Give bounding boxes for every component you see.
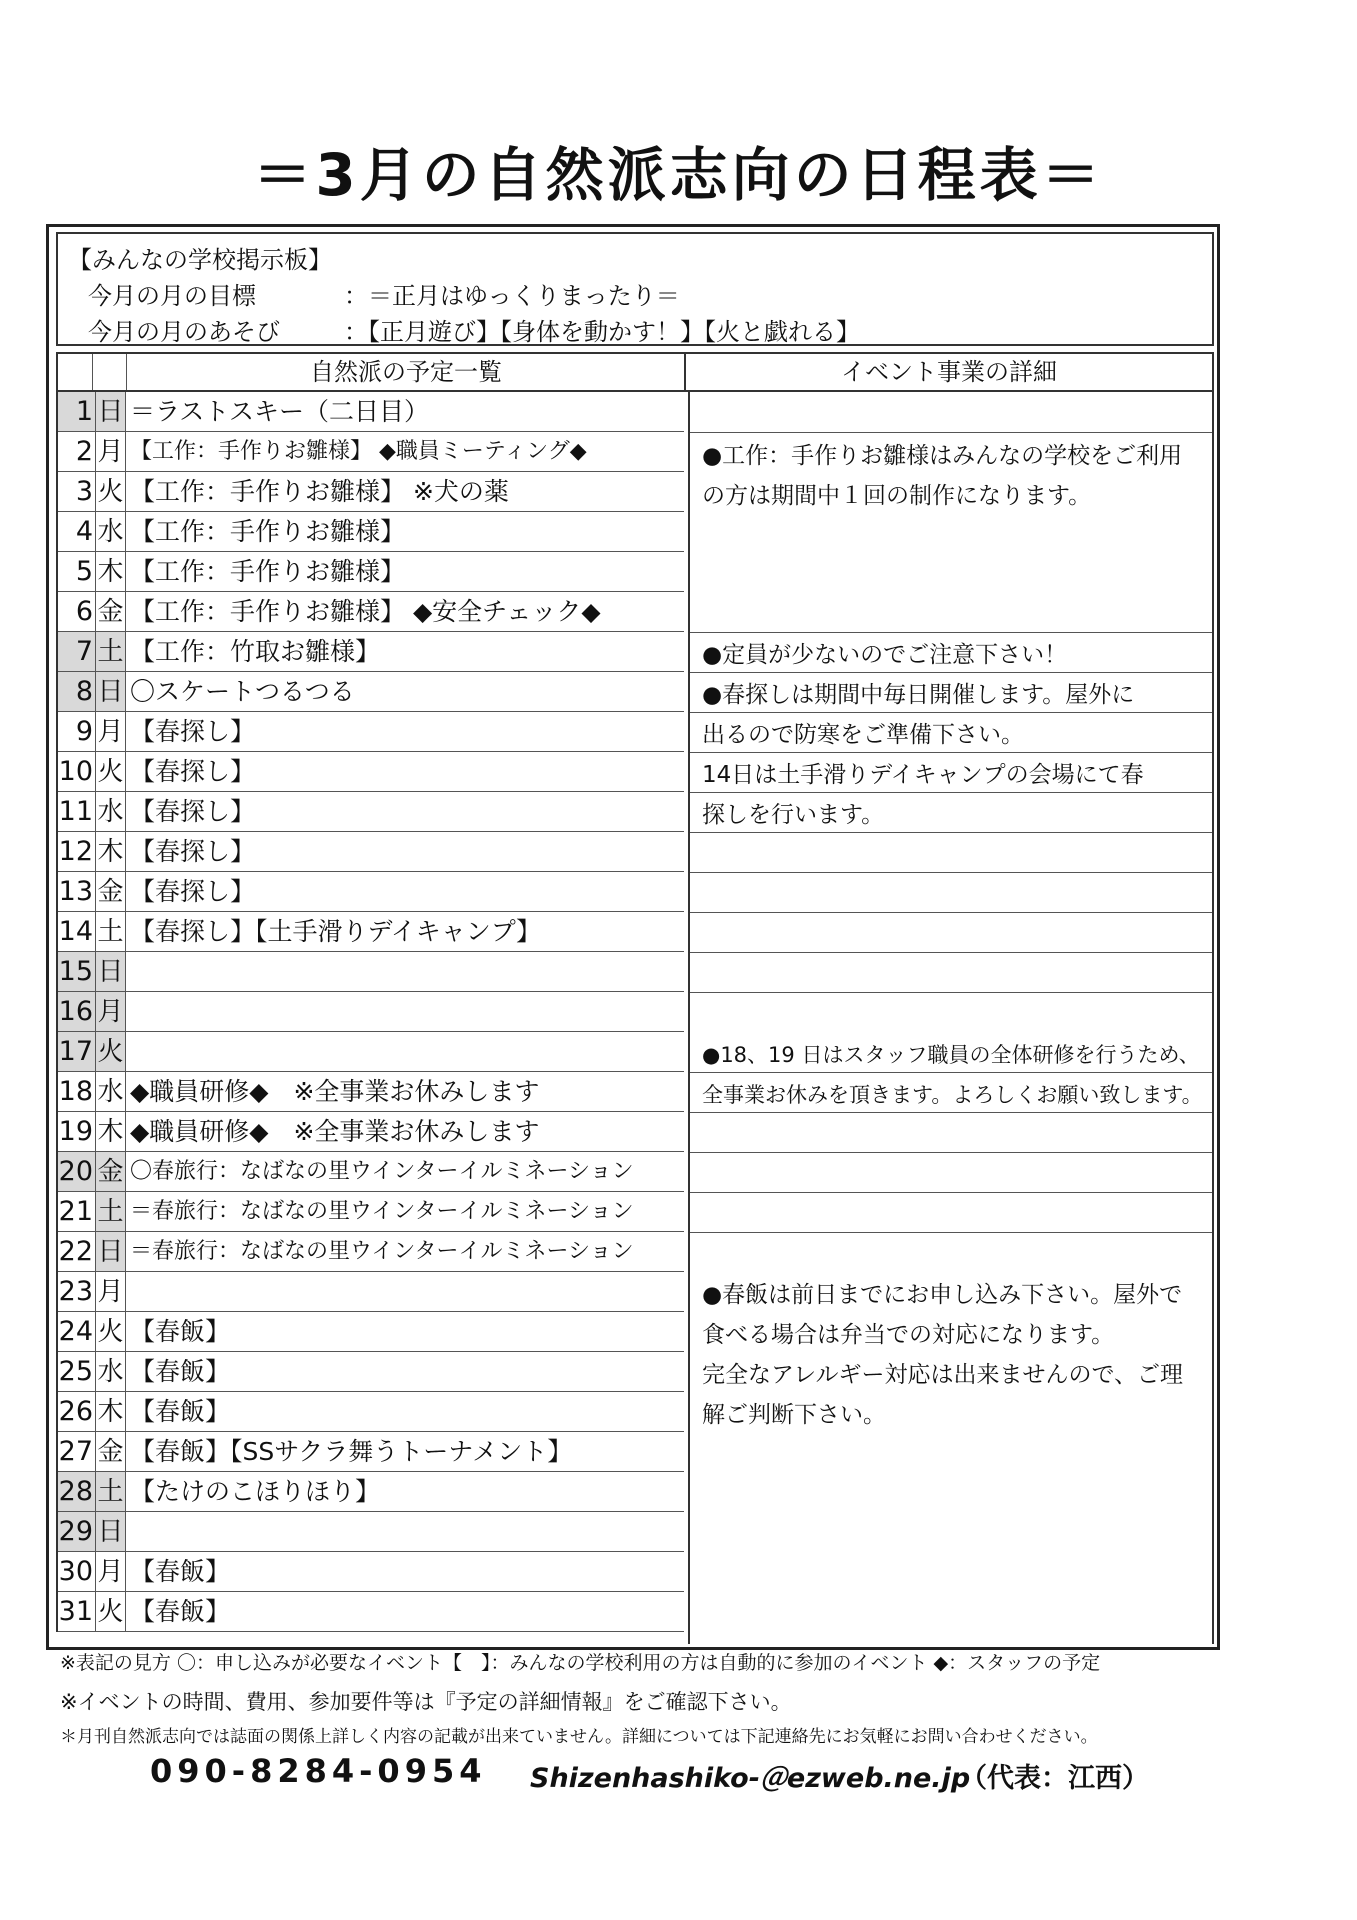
day-of-week: 土 [96,632,126,671]
page-title: ＝3月の自然派志向の日程表＝ [253,141,1104,209]
day-row [56,1152,684,1192]
day-of-week: 日 [96,672,126,711]
day-row [56,632,684,672]
day-number: 25 [56,1352,96,1391]
day-row [56,1592,684,1632]
monthly-note: ＊月刊自然派志向では誌面の関係上詳しく内容の記載が出来ていません。詳細については下記連絡先にお気軽にお問い合わせください。 [60,1727,1098,1747]
day-of-week: 火 [96,1312,126,1351]
day-row [56,552,684,592]
day-row [56,432,684,472]
day-number: 7 [56,632,96,671]
day-row [56,512,684,552]
day-event: 【春飯】 [130,1397,231,1426]
day-event: 【春探し】 [130,837,256,866]
day-number: 2 [56,432,96,471]
day-event: 【工作：竹取お雛様】 [130,637,381,666]
day-of-week: 日 [96,1232,126,1271]
day-of-week: 月 [96,1552,126,1591]
day-of-week: 月 [96,992,126,1031]
play-label: 今月の月のあそび [88,318,280,346]
day-number: 8 [56,672,96,711]
day-row [56,1432,684,1472]
day-row [56,872,684,912]
day-row [56,792,684,832]
detail-hina-2: の方は期間中１回の制作になります。 [702,483,1092,509]
day-number: 13 [56,872,96,911]
day-number: 31 [56,1592,96,1631]
day-of-week: 木 [96,1112,126,1151]
day-number: 18 [56,1072,96,1111]
day-event: 【春探し】【土手滑りデイキャンプ】 [130,917,542,946]
detail-kenshu-1: ●18、19 日はスタッフ職員の全体研修を行うため、 [702,1043,1200,1067]
day-of-week: 火 [96,1592,126,1631]
day-event: 【工作：手作りお雛様】 ※犬の薬 [130,477,509,506]
day-of-week: 日 [96,1512,126,1551]
day-event: 【春飯】 [130,1597,231,1626]
day-number: 4 [56,512,96,551]
day-event: ＝ラストスキー（二日目） [130,397,430,426]
schedule-table [56,352,1214,1644]
day-of-week: 日 [96,392,126,431]
day-number: 19 [56,1112,96,1151]
day-of-week: 月 [96,1272,126,1311]
day-number: 9 [56,712,96,751]
day-number: 3 [56,472,96,511]
day-row [56,1552,684,1592]
day-of-week: 水 [96,512,126,551]
detail-meshi-2: 食べる場合は弁当での対応になります。 [702,1322,1115,1348]
day-of-week: 土 [96,1192,126,1231]
day-event: 【春探し】 [130,717,256,746]
day-number: 23 [56,1272,96,1311]
day-row [56,952,684,992]
play-value: ：【正月遊び】【身体を動かす！】【火と戯れる】 [344,318,860,346]
contact-phone: 090-8284-0954 [150,1752,487,1790]
day-number: 24 [56,1312,96,1351]
day-number: 12 [56,832,96,871]
day-row [56,1392,684,1432]
day-row [56,392,684,432]
day-of-week: 火 [96,752,126,791]
detail-haru-2: 出るので防寒をご準備下さい。 [702,722,1024,748]
day-of-week: 火 [96,472,126,511]
detail-skate: ●定員が少ないのでご注意下さい！ [702,642,1068,668]
day-row [56,472,684,512]
day-row [56,1072,684,1112]
day-number: 28 [56,1472,96,1511]
day-number: 27 [56,1432,96,1471]
day-number: 20 [56,1152,96,1191]
day-of-week: 月 [96,432,126,471]
contact-rep: （代表：江西） [960,1763,1149,1794]
day-row [56,1032,684,1072]
day-of-week: 火 [96,1032,126,1071]
day-of-week: 金 [96,1152,126,1191]
goal-value: ：＝正月はゆっくりまったり＝ [344,282,680,310]
detail-header: イベント事業の詳細 [684,352,1214,392]
day-row [56,1112,684,1152]
day-event: 【春飯】 [130,1357,231,1386]
board-heading: 【みんなの学校掲示板】 [68,246,332,274]
day-row [56,1192,684,1232]
day-row [56,992,684,1032]
day-row [56,752,684,792]
detail-meshi-3: 完全なアレルギー対応は出来ませんので、ご理 [702,1362,1184,1388]
day-of-week: 木 [96,552,126,591]
day-of-week: 金 [96,1432,126,1471]
day-number: 22 [56,1232,96,1271]
legend-note: ※表記の見方 〇：申し込みが必要なイベント【 】：みんなの学校利用の方は自動的に参加のイベント ◆：スタッフの予定 [60,1652,1101,1674]
goal-label: 今月の月の目標 [88,282,256,310]
detail-meshi-1: ●春飯は前日までにお申し込み下さい。屋外で [702,1282,1183,1308]
day-event: ＝春旅行：なばなの里ウインターイルミネーション [130,1239,634,1264]
day-number: 15 [56,952,96,991]
detail-hina-1: ●工作：手作りお雛様はみんなの学校をご利用 [702,443,1183,469]
bulletin-board [56,232,1214,346]
day-number: 6 [56,592,96,631]
day-event: 〇春旅行：なばなの里ウインターイルミネーション [130,1159,634,1184]
table-left-border [56,392,58,1632]
day-event: 【春飯】 [130,1557,231,1586]
day-number: 17 [56,1032,96,1071]
day-event: 【春探し】 [130,797,256,826]
day-number: 16 [56,992,96,1031]
day-event: 〇スケートつるつる [130,677,355,706]
day-of-week: 金 [96,592,126,631]
day-row [56,1352,684,1392]
detail-kenshu-2: 全事業お休みを頂きます。よろしくお願い致します。 [702,1083,1203,1107]
day-number: 10 [56,752,96,791]
day-of-week: 水 [96,792,126,831]
day-row [56,1472,684,1512]
day-row [56,1272,684,1312]
day-number: 14 [56,912,96,951]
day-row [56,1312,684,1352]
day-of-week: 月 [96,712,126,751]
day-row [56,912,684,952]
day-event: 【春飯】【SSサクラ舞うトーナメント】 [130,1437,573,1466]
day-event: 【たけのこほりほり】 [130,1477,381,1506]
day-event: ◆職員研修◆ ※全事業お休みします [130,1117,540,1146]
day-number: 1 [56,392,96,431]
day-event: ＝春旅行：なばなの里ウインターイルミネーション [130,1199,634,1224]
day-event: ◆職員研修◆ ※全事業お休みします [130,1077,540,1106]
day-of-week: 土 [96,1472,126,1511]
day-of-week: 木 [96,832,126,871]
day-number: 11 [56,792,96,831]
day-row [56,1232,684,1272]
schedule-header: 自然派の予定一覧 [56,352,686,392]
day-row [56,832,684,872]
detail-haru-1: ●春探しは期間中毎日開催します。屋外に [702,682,1135,708]
detail-haru-4: 探しを行います。 [702,802,885,828]
day-event: 【工作：手作りお雛様】 ◆職員ミーティング◆ [130,439,587,464]
day-number: 29 [56,1512,96,1551]
day-of-week: 土 [96,912,126,951]
detail-haru-3: 14日は土手滑りデイキャンプの会場にて春 [702,762,1144,788]
day-event: 【工作：手作りお雛様】 ◆安全チェック◆ [130,597,601,626]
day-event: 【工作：手作りお雛様】 [130,517,406,546]
day-event: 【春探し】 [130,757,256,786]
day-row [56,672,684,712]
day-row [56,592,684,632]
day-event: 【春飯】 [130,1317,231,1346]
day-event: 【工作：手作りお雛様】 [130,557,406,586]
contact-email: Shizenhashiko-＠ezweb.ne.jp [530,1763,971,1794]
day-of-week: 日 [96,952,126,991]
day-number: 30 [56,1552,96,1591]
day-number: 5 [56,552,96,591]
day-number: 21 [56,1192,96,1231]
detail-column [688,392,1214,1644]
day-number: 26 [56,1392,96,1431]
confirm-note: ※イベントの時間、費用、参加要件等は『予定の詳細情報』をご確認下さい。 [60,1690,792,1714]
day-event: 【春探し】 [130,877,256,906]
day-of-week: 木 [96,1392,126,1431]
day-of-week: 水 [96,1072,126,1111]
day-of-week: 金 [96,872,126,911]
day-row [56,712,684,752]
day-of-week: 水 [96,1352,126,1391]
detail-meshi-4: 解ご判断下さい。 [702,1402,886,1428]
day-row [56,1512,684,1552]
